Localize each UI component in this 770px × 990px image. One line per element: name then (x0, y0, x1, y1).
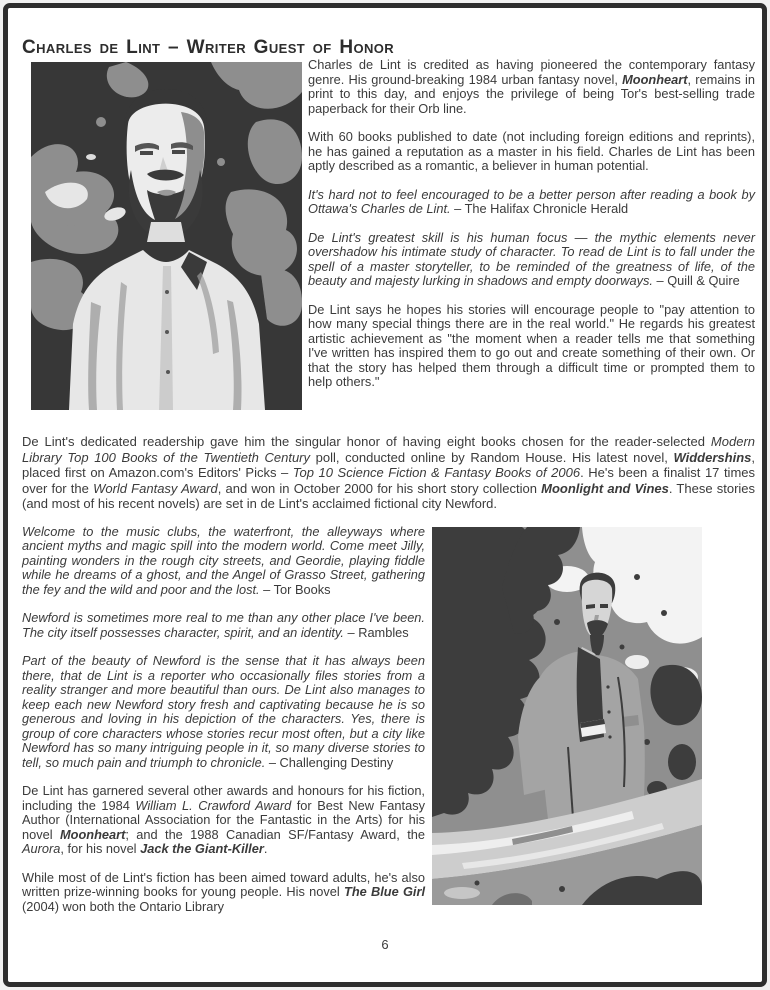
young-people-paragraph: While most of de Lint's fiction has been aimed toward adults, he's also written prize-winning books for young people. His novel The Blue Girl (2004) won both the Ontario Library (22, 869, 425, 914)
page-title: Charles de Lint – Writer Guest of Honor (22, 37, 395, 58)
page-content (22, 38, 755, 974)
page-frame (3, 3, 767, 987)
quote-challenging-destiny: Part of the beauty of Newford is the sense that it has always been there, that de Lint is a reporter who occasionally files stories from a reality stranger and more beautiful than ours. De Lint also manages to keep each new Newford story fresh and captivating because he is so generous and loving in his depiction of the characters. Yes, there is group of core characters whose stories recur most often, but a city like Newford has so many intriguing people in it, so many diverse stories to tell, so much pain and triumph to chronicle. – Challenging Destiny (22, 653, 425, 770)
outdoor-photo (432, 527, 702, 905)
readership-paragraph: De Lint's dedicated readership gave him the singular honor of having eight books chosen for the reader-selected Modern Library Top 100 Books of the Twentieth Century poll, conducted online by Random House. His latest novel, Widdershins, placed first on Amazon.com's Editors' Picks – Top 10 Science Fiction & Fantasy Books of 2006. He's been a finalist 17 times over for the World Fantasy Award, and won in October 2000 for his short story collection Moonlight and Vines. These stories (and most of his recent novels) are set in de Lint's acclaimed fictional city Newford. (22, 434, 756, 511)
intro-paragraph: Charles de Lint is credited as having pioneered the contemporary fantasy genre. His ground-breaking 1984 urban fantasy novel, Moonheart, remains in print to this day, and enjoys the privilege of being Tor's best-selling trade paperback for their Orb line. (308, 57, 756, 116)
quote-tor-books: Welcome to the music clubs, the waterfront, the alleyways where ancient myths and magic spill into the modern world. Come meet Jilly, painting wonders in the rough city streets, and Geordie, playing fiddle while he dreams of a ghost, and the Angel of Grasso Street, gathering the fey and the wild and poor and the lost. – Tor Books (22, 523, 425, 597)
quote-quill-quire: De Lint's greatest skill is his human focus — the mythic elements never overshadow his intimate study of character. To read de Lint is to fall under the spell of a master storyteller, to be reminded of the greatness of life, of the beauty and majesty lurking in shadows and empty doorways. – Quill & Quire (308, 229, 755, 288)
quote-rambles: Newford is sometimes more real to me than any other place I've been. The city itself possesses character, spirit, and an identity. – Rambles (22, 610, 425, 640)
portrait-photo-image (31, 62, 302, 410)
top-section (22, 58, 755, 420)
bottom-section (22, 525, 755, 919)
page-number: 6 (381, 937, 389, 952)
awards-paragraph: De Lint has garnered several other awards and honours for his fiction, including the 1984 William L. Crawford Award for Best New Fantasy Author (International Association for the Fantastic in the Arts) for his novel Moonheart; and the 1988 Canadian SF/Fantasy Award, the Aurora, for his novel Jack the Giant-Killer. (22, 783, 425, 856)
books-paragraph: With 60 books published to date (not including foreign editions and reprints), he has gained a reputation as a master in his field. Charles de Lint has been aptly described as a romantic, a believer in human potential. (308, 129, 755, 173)
outdoor-photo-image (432, 527, 702, 905)
hopes-paragraph: De Lint says he hopes his stories will encourage people to "pay attention to how many special things there are in the real world." He regards his greatest artistic achievement as "the moment when a reader tells me that something I've written has inspired them to go out and create something of their own. Or that the story has helped them through a difficult time or prompted them to help others." (308, 301, 755, 389)
quote-halifax: It's hard not to feel encouraged to be a better person after reading a book by Ottawa's Charles de Lint. – The Halifax Chronicle Herald (308, 186, 755, 216)
portrait-photo (31, 62, 302, 410)
